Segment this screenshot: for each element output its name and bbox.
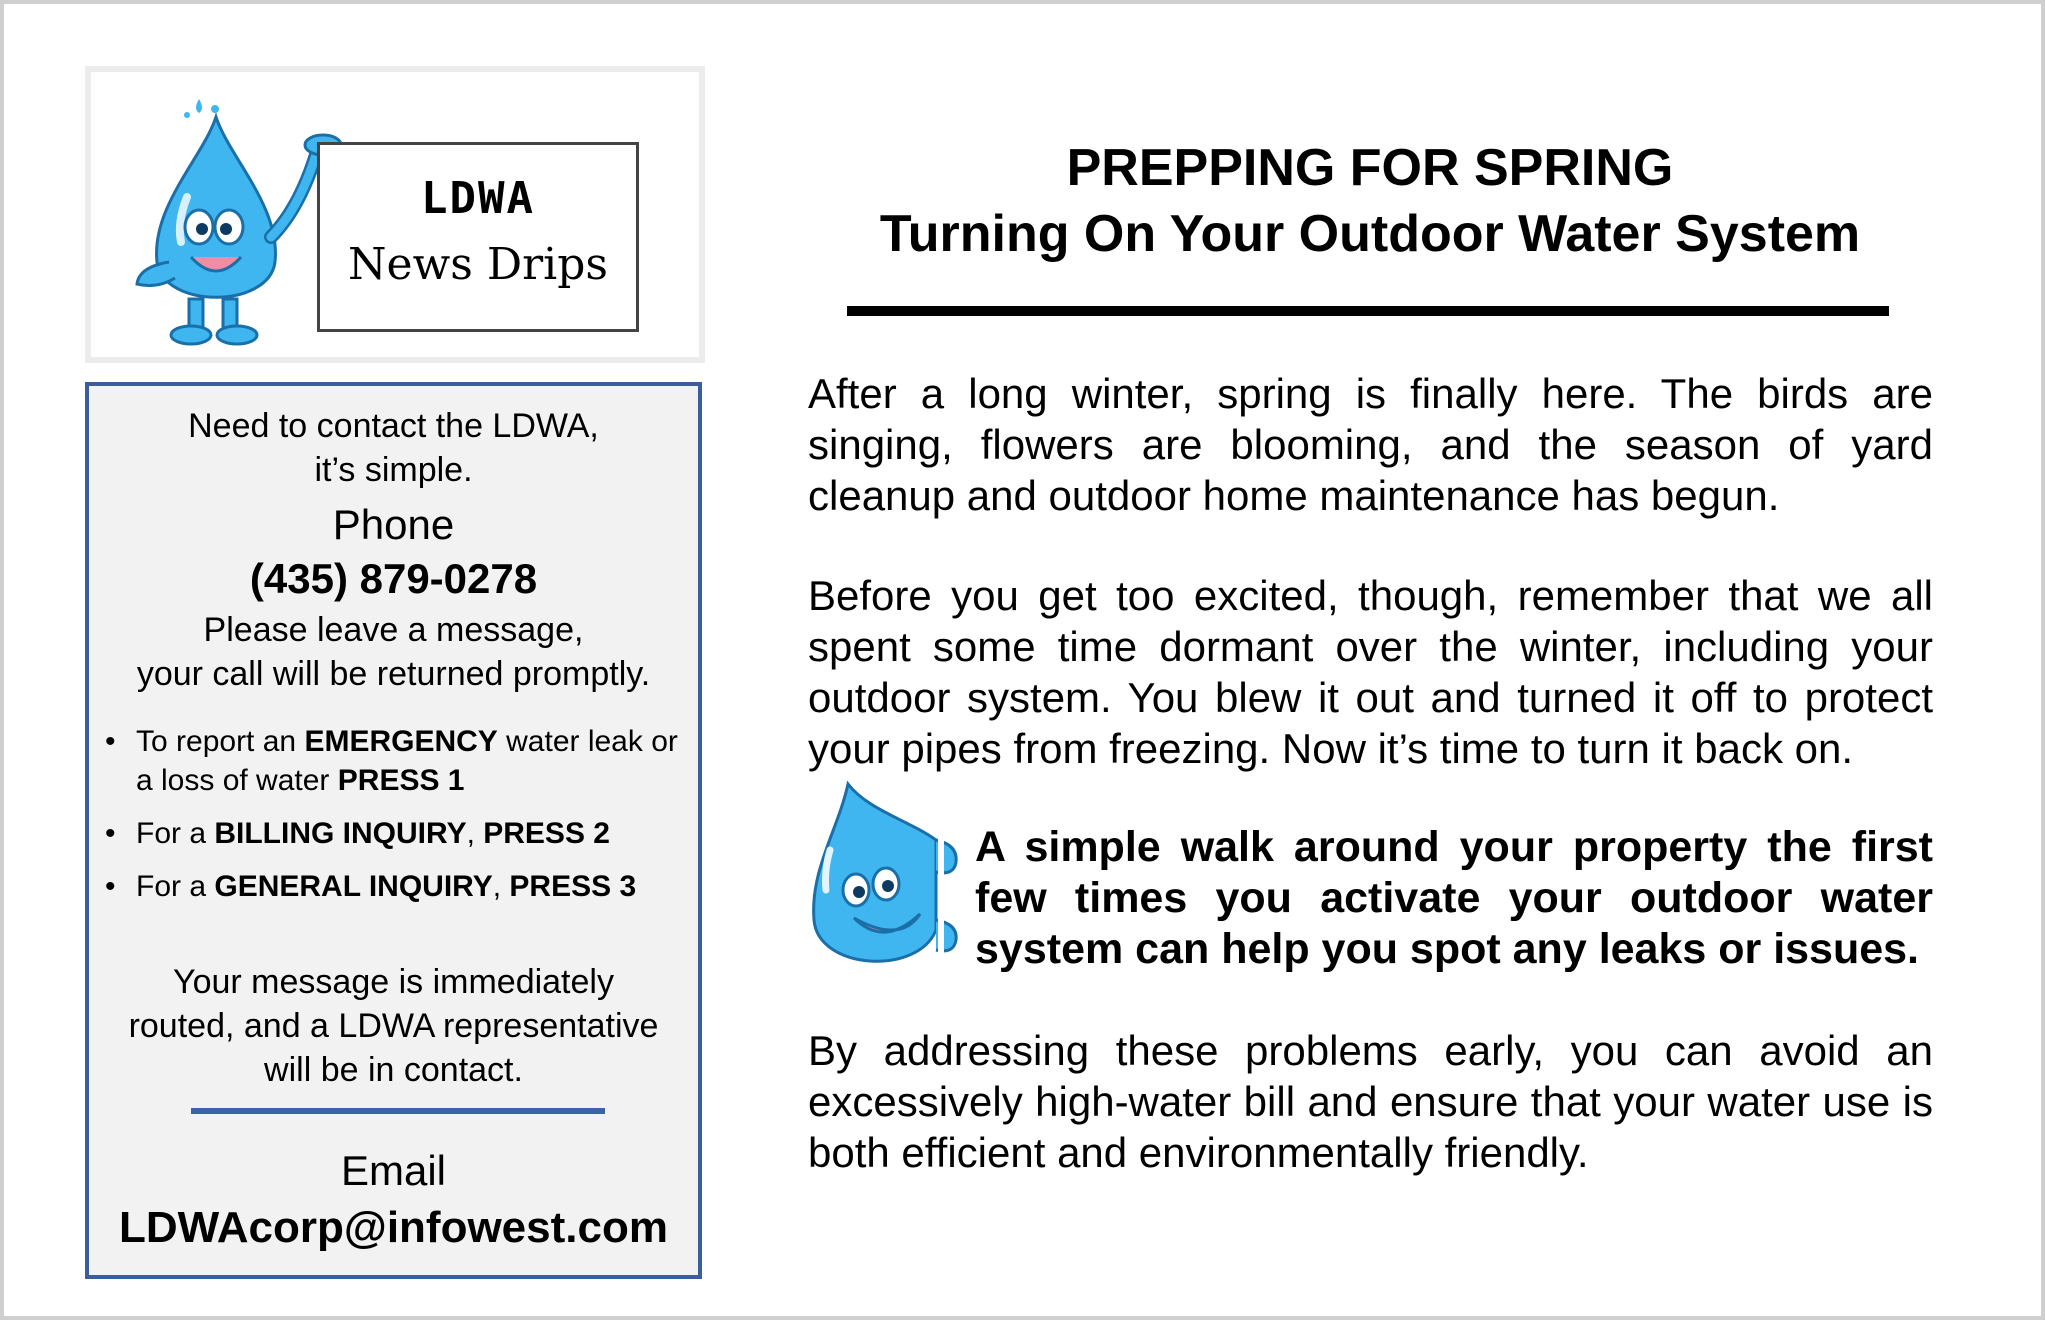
phone-options-list <box>89 722 698 920</box>
logo-subtitle: News Drips <box>348 239 608 290</box>
logo-title: LDWA <box>421 173 535 224</box>
phone-option-emergency: • To report an EMERGENCY water leak or a loss of water PRESS 1 <box>89 722 698 800</box>
article-subtitle: Turning On Your Outdoor Water System <box>879 205 1861 263</box>
contact-divider <box>191 1108 605 1114</box>
routing-note: Your message is immediately routed, and a LDWA representative will be in contact. <box>128 963 659 1089</box>
newsletter-logo <box>85 66 705 363</box>
water-drop-mascot-icon <box>111 87 351 357</box>
email-link[interactable]: LDWAcorp@infowest.com <box>119 1203 668 1252</box>
article-paragraph-2: Before you get too excited, though, remember that we all spent some time dormant over the winter, including your outdoor system. You blew it out and turned it off to protect your pipes from freezing. Now it’s time to turn it back on. <box>808 572 1933 772</box>
bullet-icon: • <box>105 817 116 850</box>
email-label: Email <box>340 1147 447 1194</box>
bullet-icon: • <box>105 725 116 758</box>
leave-message-text: Please leave a message, your call will be returned promptly. <box>136 611 651 693</box>
phone-option-billing: • For a BILLING INQUIRY, PRESS 2 <box>89 814 698 853</box>
phone-option-general: • For a GENERAL INQUIRY, PRESS 3 <box>89 867 698 906</box>
contact-intro: Need to contact the LDWA, it’s simple. <box>188 407 599 489</box>
phone-label: Phone <box>332 501 455 548</box>
bullet-icon: • <box>105 870 116 903</box>
peeking-water-drop-icon <box>808 780 968 986</box>
article-paragraph-1: After a long winter, spring is finally here. The birds are singing, flowers are blooming, and the season of yard cleanup and outdoor home maintenance has begun. <box>808 370 1933 519</box>
contact-panel <box>85 382 702 1279</box>
phone-number[interactable]: (435) 879-0278 <box>249 555 538 602</box>
logo-sign <box>317 142 639 332</box>
article-title: PREPPING FOR SPRING <box>1066 139 1674 197</box>
article-tip: A simple walk around your property the first few times you activate your outdoor water system can help you spot any leaks or issues. <box>975 823 1933 973</box>
title-rule <box>847 306 1889 316</box>
article-paragraph-3: By addressing these problems early, you can avoid an excessively high-water bill and ensure that your water use is both efficient and environmentally friendly. <box>808 1027 1933 1176</box>
